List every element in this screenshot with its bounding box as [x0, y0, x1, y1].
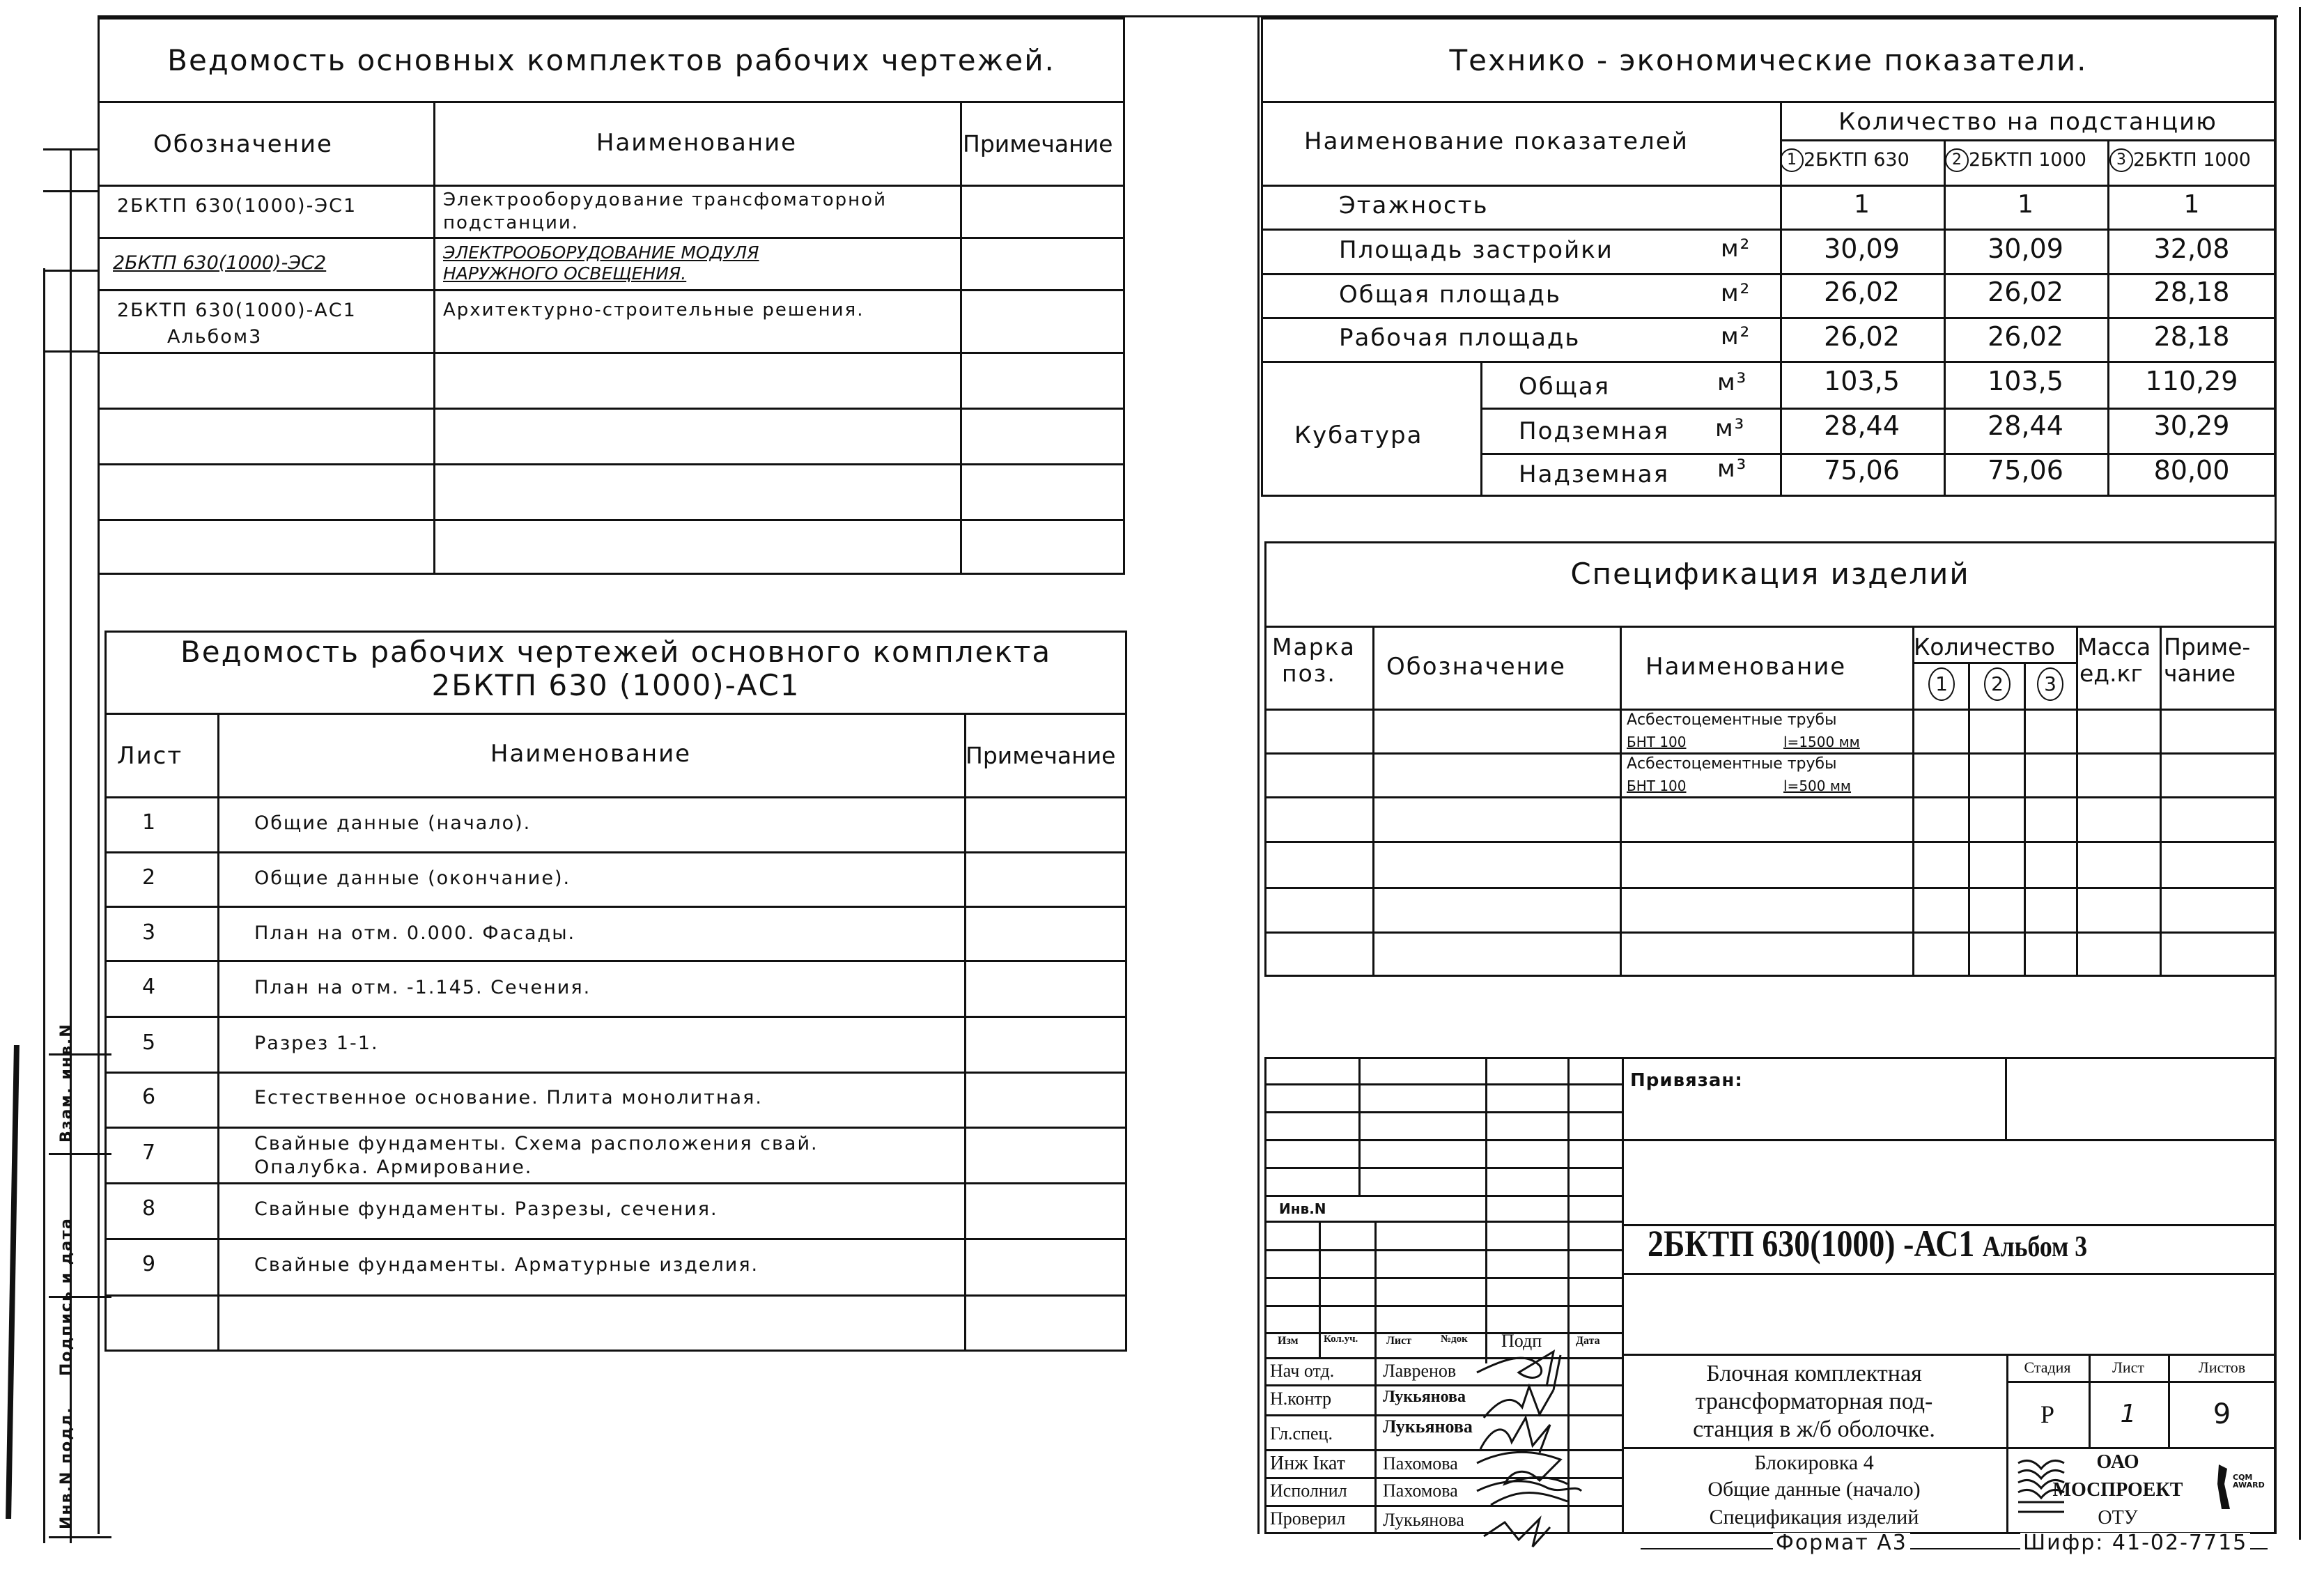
- tep-unit: м²: [1721, 279, 1751, 307]
- trim-line: [2299, 7, 2301, 1540]
- tep-value: 28,44: [1824, 410, 1900, 441]
- tep-unit: м³: [1715, 415, 1746, 442]
- drawing-name: Разрез 1-1.: [254, 1033, 379, 1054]
- bound-label: Привязан:: [1630, 1070, 1743, 1091]
- rev-header-sheet: Лист: [1386, 1335, 1412, 1347]
- margin-inv-orig-label: Инв.N подл.: [58, 1406, 75, 1529]
- spec-header-note: Приме-: [2164, 633, 2251, 660]
- sheet-title-l2: Общие данные (начало): [1707, 1478, 1921, 1501]
- sheet-set-name-2: подстанции.: [443, 212, 580, 233]
- tep-value: 30,29: [2153, 410, 2230, 441]
- tep-header-name: Наименование показателей: [1304, 127, 1689, 155]
- spec-header-mark-l2: поз.: [1282, 660, 1336, 687]
- sheet-set-name: Архитектурно-строительные решения.: [443, 300, 865, 320]
- rev-header-date: Дата: [1576, 1335, 1600, 1347]
- spec-header-mark: Марка: [1272, 633, 1356, 660]
- header-code: Обозначение: [153, 130, 333, 158]
- spec-item-name: Асбестоцементные трубы: [1627, 711, 1837, 729]
- signer-name: Лукьянова: [1383, 1388, 1466, 1406]
- sheet-label: Лист: [2112, 1359, 2145, 1376]
- sheet-set-name: ЭЛЕКТРООБОРУДОВАНИЕ МОДУЛЯ: [443, 242, 759, 263]
- tep-row-name: Надземная: [1519, 461, 1670, 488]
- cqm-award-icon: [2212, 1463, 2233, 1515]
- drawing-sheet-number: 3: [142, 920, 157, 945]
- signer-name: Лукьянова: [1383, 1510, 1464, 1530]
- tep-title: Технико - экономические показатели.: [1449, 43, 2088, 77]
- sheet-set-album: Альбом3: [167, 326, 263, 348]
- header-note: Примечание: [966, 742, 1116, 769]
- drawing-sheet-number: 1: [142, 810, 157, 835]
- spec-item-length: l=500 мм: [1783, 778, 1852, 794]
- tep-row-name: Рабочая площадь: [1339, 324, 1581, 352]
- stage-value: Р: [2040, 1400, 2055, 1428]
- tep-row-name: Площадь застройки: [1339, 236, 1613, 264]
- drawing-name: Общие данные (окончание).: [254, 867, 571, 889]
- tep-unit: м³: [1717, 455, 1748, 483]
- tep-value: 26,02: [1988, 277, 2063, 307]
- tep-value: 110,29: [2145, 366, 2238, 396]
- tep-value: 28,44: [1988, 410, 2063, 441]
- tep-value: 26,02: [1988, 321, 2063, 352]
- circle-number: 3: [2109, 148, 2133, 172]
- tep-col-label: 2БКТП 1000: [1969, 149, 2086, 171]
- format-label: Формат А3: [1773, 1533, 1910, 1554]
- tep-value: 30,09: [1824, 233, 1900, 264]
- tep-row-name: Этажность: [1339, 192, 1489, 219]
- tep-value: 26,02: [1824, 321, 1900, 352]
- tep-value: 1: [2017, 190, 2034, 219]
- header-name: Наименование: [490, 740, 692, 768]
- drawing-name-line2: Опалубка. Армирование.: [254, 1157, 533, 1178]
- tep-value: 75,06: [1988, 455, 2063, 486]
- header-sheet: Лист: [117, 742, 183, 770]
- signer-name: Пахомова: [1383, 1453, 1458, 1474]
- signer-role: Н.контр: [1270, 1389, 1332, 1409]
- margin-interchange-label: Взам. инв.N: [58, 1023, 75, 1143]
- tep-value: 103,5: [1988, 366, 2063, 396]
- signer-name: Пахомова: [1383, 1480, 1458, 1501]
- sheet-set-code: 2БКТП 630(1000)-ЭС2: [113, 252, 327, 274]
- circle-number: 2: [1945, 148, 1969, 172]
- sheet-title-l1: Блокировка 4: [1754, 1451, 1874, 1474]
- spec-header-note-l2: чание: [2164, 660, 2236, 687]
- tep-col-label: 2БКТП 1000: [2133, 149, 2251, 171]
- sheets-label: Листов: [2198, 1359, 2246, 1376]
- tep-col-label: 2БКТП 630: [1804, 149, 1909, 171]
- sheet-sets-title: Ведомость основных комплектов рабочих чертежей.: [167, 43, 1055, 77]
- spec-header-mass: Масса: [2077, 633, 2151, 660]
- drawing-name: Естественное основание. Плита монолитная.: [254, 1087, 763, 1108]
- cqm-award-label: CQM AWARD: [2233, 1473, 2265, 1490]
- tep-value: 1: [1854, 190, 1870, 219]
- tep-group-name: Кубатура: [1294, 422, 1423, 449]
- org-line1: ОАО: [2096, 1451, 2139, 1473]
- tep-col-2: [1945, 148, 2109, 172]
- drawing-name: План на отм. -1.145. Сечения.: [254, 977, 591, 998]
- tep-value: 28,18: [2153, 277, 2230, 307]
- tep-unit: м²: [1721, 235, 1751, 263]
- tep-row-name: Подземная: [1519, 417, 1670, 445]
- drawing-name: Свайные фундаменты. Схема расположения свай.: [254, 1133, 819, 1154]
- spec-header-qty: Количество: [1914, 633, 2055, 660]
- spec-header-name: Наименование: [1645, 653, 1847, 681]
- sheet-set-code: 2БКТП 630(1000)-ЭС1: [117, 195, 357, 217]
- margin-line-outer: [43, 268, 45, 1543]
- circle-number: 3: [2037, 667, 2063, 701]
- object-name-l2: трансформаторная под-: [1695, 1389, 1933, 1414]
- tep-header-qty: Количество на подстанцию: [1838, 108, 2217, 136]
- object-name-l3: станция в ж/б оболочке.: [1693, 1416, 1935, 1442]
- sheet-title-l3: Спецификация изделий: [1709, 1506, 1919, 1529]
- tep-value: 103,5: [1824, 366, 1900, 396]
- drawing-name: Свайные фундаменты. Разрезы, сечения.: [254, 1198, 718, 1220]
- object-name-l1: Блочная комплектная: [1706, 1361, 1922, 1386]
- header-note: Примечание: [963, 130, 1113, 157]
- tep-value: 75,06: [1824, 455, 1900, 486]
- sheet-value: 1: [2120, 1400, 2137, 1428]
- margin-sign-date-label: Подпись и дата: [58, 1217, 75, 1376]
- spec-item-name: Асбестоцементные трубы: [1627, 755, 1837, 773]
- header-name: Наименование: [596, 129, 798, 157]
- drawing-name: Свайные фундаменты. Арматурные изделия.: [254, 1254, 759, 1276]
- drawing-sheet-number: 4: [142, 975, 157, 999]
- signer-name: Лавренов: [1383, 1361, 1457, 1381]
- doc-code: [1648, 1223, 2088, 1265]
- doc-album: Альбом 3: [1982, 1231, 2088, 1263]
- rev-header-docnum: №док: [1441, 1333, 1468, 1345]
- signer-role: Инж Iкат: [1270, 1453, 1345, 1474]
- tep-unit: м³: [1717, 369, 1748, 396]
- signer-role: Исполнил: [1270, 1480, 1347, 1501]
- rev-header-change: Изм: [1278, 1335, 1299, 1347]
- rev-header-qty: Кол.уч.: [1324, 1333, 1358, 1345]
- org-line3: ОТУ: [2098, 1507, 2138, 1529]
- drawing-sheet-number: 6: [142, 1085, 157, 1109]
- drawing-sheet-number: 5: [142, 1030, 157, 1055]
- tep-value: 1: [2183, 190, 2200, 219]
- drawing-sheet-number: 9: [142, 1252, 157, 1276]
- rev-header-sign: Подп: [1501, 1331, 1542, 1351]
- signer-name: Лукьянова: [1383, 1416, 1473, 1437]
- tep-col-1: [1780, 148, 1944, 172]
- signer-role: Проверил: [1270, 1508, 1346, 1529]
- drawing-name: План на отм. 0.000. Фасады.: [254, 922, 576, 944]
- tep-value: 28,18: [2153, 321, 2230, 352]
- signature-scribbles: [1463, 1345, 1595, 1554]
- tep-row-name: Общая площадь: [1339, 281, 1562, 309]
- stage-label: Стадия: [2024, 1359, 2071, 1376]
- spec-header-mass-l2: ед.кг: [2079, 660, 2143, 687]
- drawing-sheet-number: 8: [142, 1196, 157, 1221]
- doc-code-text: 2БКТП 630(1000) -АС1: [1648, 1223, 1975, 1265]
- tep-row-name: Общая: [1519, 373, 1611, 401]
- spec-item-grade: БНТ 100: [1627, 778, 1687, 794]
- tep-col-3: [2109, 148, 2277, 172]
- circle-number: 1: [1780, 148, 1804, 172]
- tep-value: 30,09: [1988, 233, 2063, 264]
- circle-number: 2: [1984, 667, 2011, 701]
- tep-value: 26,02: [1824, 277, 1900, 307]
- signer-role: Гл.спец.: [1270, 1423, 1333, 1444]
- sheet-set-name: Электрооборудование трансфоматорной: [443, 190, 887, 210]
- org-line2: МОСПРОЕКТ: [2052, 1479, 2183, 1501]
- signer-role: Нач отд.: [1270, 1361, 1335, 1381]
- drawings-title-line2: 2БКТП 630 (1000)-АС1: [431, 668, 800, 702]
- drawing-name: Общие данные (начало).: [254, 812, 532, 834]
- drawings-title-line1: Ведомость рабочих чертежей основного комплекта: [180, 635, 1052, 669]
- binding-edge-mark: [6, 1045, 20, 1519]
- sheet-set-name-2: НАРУЖНОГО ОСВЕЩЕНИЯ.: [443, 263, 687, 284]
- inv-number-label: Инв.N: [1279, 1200, 1326, 1217]
- spec-item-length: l=1500 мм: [1783, 734, 1860, 750]
- sheet-center-line: [1257, 15, 1260, 1534]
- spec-item-grade: БНТ 100: [1627, 734, 1687, 750]
- spec-title: Спецификация изделий: [1570, 557, 1970, 591]
- spec-header-code: Обозначение: [1386, 653, 1566, 681]
- drawing-sheet-number: 2: [142, 865, 157, 890]
- cipher-label: Шифр: 41-02-7715: [2020, 1533, 2250, 1554]
- tep-unit: м²: [1721, 323, 1751, 350]
- sheet-set-code: 2БКТП 630(1000)-АС1: [117, 300, 357, 321]
- sheets-value: 9: [2213, 1398, 2231, 1430]
- tep-value: 80,00: [2153, 455, 2230, 486]
- drawing-sheet-number: 7: [142, 1141, 157, 1165]
- circle-number: 1: [1928, 667, 1955, 701]
- tep-value: 32,08: [2153, 233, 2230, 264]
